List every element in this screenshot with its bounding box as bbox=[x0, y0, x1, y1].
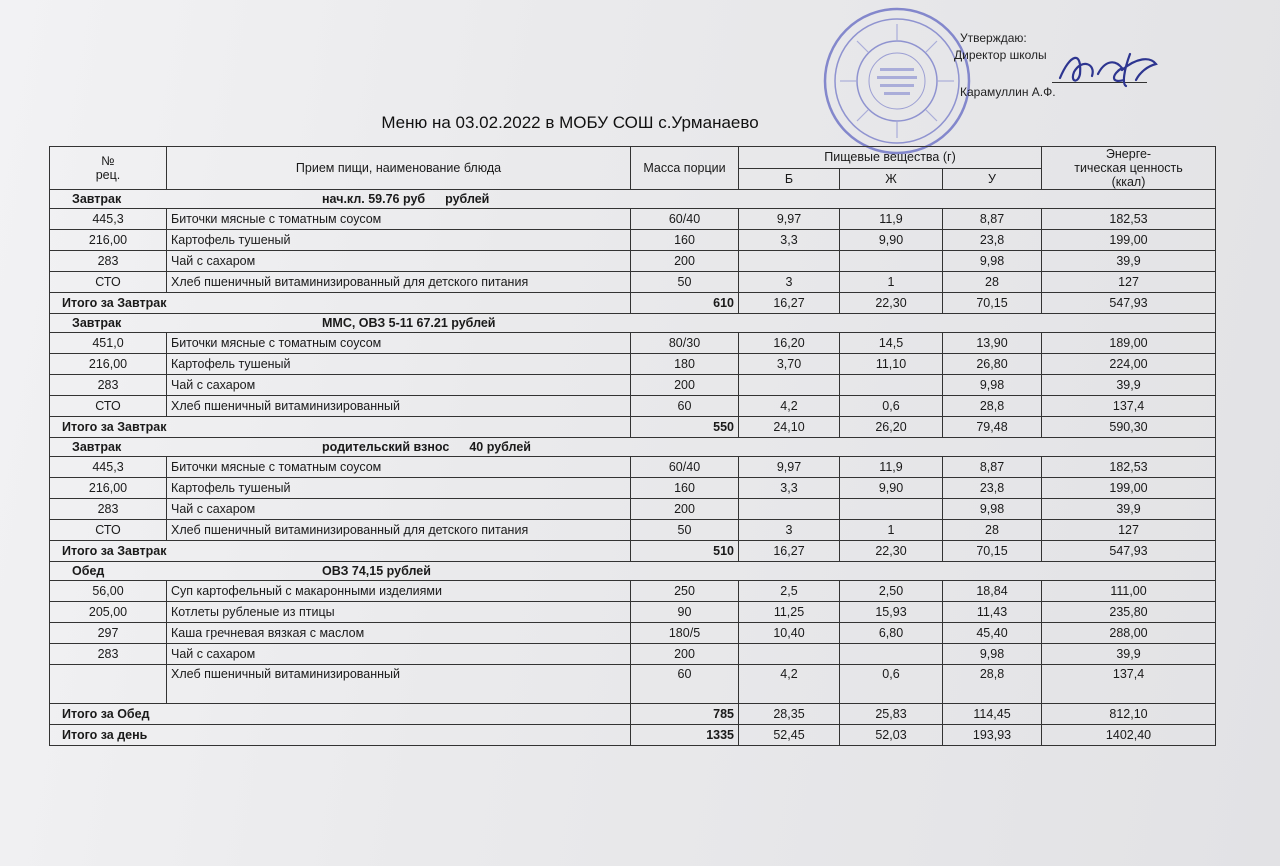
carbs-value: 9,98 bbox=[943, 499, 1042, 520]
director-signature bbox=[1052, 44, 1172, 94]
dish-name: Биточки мясные с томатным соусом bbox=[167, 209, 631, 230]
section-total-row bbox=[50, 293, 1216, 314]
carbs-value: 9,98 bbox=[943, 375, 1042, 396]
director-title: Директор школы bbox=[954, 48, 1047, 62]
fat-value: 11,10 bbox=[840, 354, 943, 375]
energy-value: 182,53 bbox=[1042, 457, 1216, 478]
total-protein: 16,27 bbox=[739, 293, 840, 314]
director-name: Карамуллин А.Ф. bbox=[960, 85, 1056, 99]
portion-mass: 250 bbox=[631, 581, 739, 602]
menu-item-row bbox=[50, 333, 1216, 354]
energy-value: 199,00 bbox=[1042, 230, 1216, 251]
energy-value: 199,00 bbox=[1042, 478, 1216, 499]
total-protein: 16,27 bbox=[739, 541, 840, 562]
protein-value: 9,97 bbox=[739, 457, 840, 478]
total-mass: 785 bbox=[631, 704, 739, 725]
total-mass: 510 bbox=[631, 541, 739, 562]
total-protein: 28,35 bbox=[739, 704, 840, 725]
recipe-number: СТО bbox=[50, 272, 167, 293]
protein-value: 16,20 bbox=[739, 333, 840, 354]
header-carbs: У bbox=[943, 168, 1042, 190]
dish-name: Хлеб пшеничный витаминизированный для детского питания bbox=[167, 272, 631, 293]
dish-name: Каша гречневая вязкая с маслом bbox=[167, 623, 631, 644]
total-label: Итого за день bbox=[50, 725, 631, 746]
header-energy: Энерге- тическая ценность (ккал) bbox=[1042, 147, 1216, 190]
section-price-info: родительский взнос bbox=[322, 440, 450, 454]
portion-mass: 160 bbox=[631, 230, 739, 251]
menu-item-row bbox=[50, 251, 1216, 272]
fat-value: 6,80 bbox=[840, 623, 943, 644]
recipe-number: 297 bbox=[50, 623, 167, 644]
menu-item-row bbox=[50, 478, 1216, 499]
portion-mass: 90 bbox=[631, 602, 739, 623]
carbs-value: 8,87 bbox=[943, 209, 1042, 230]
menu-item-row bbox=[50, 230, 1216, 251]
menu-item-row bbox=[50, 602, 1216, 623]
energy-value: 39,9 bbox=[1042, 499, 1216, 520]
dish-name: Суп картофельный с макаронными изделиями bbox=[167, 581, 631, 602]
portion-mass: 60 bbox=[631, 396, 739, 417]
dish-name: Картофель тушеный bbox=[167, 354, 631, 375]
dish-name: Хлеб пшеничный витаминизированный bbox=[167, 665, 631, 704]
menu-item-row bbox=[50, 644, 1216, 665]
carbs-value: 28 bbox=[943, 520, 1042, 541]
menu-table bbox=[49, 146, 1216, 746]
protein-value: 3 bbox=[739, 520, 840, 541]
dish-name: Чай с сахаром bbox=[167, 644, 631, 665]
recipe-number: СТО bbox=[50, 520, 167, 541]
total-carbs: 79,48 bbox=[943, 417, 1042, 438]
carbs-value: 9,98 bbox=[943, 644, 1042, 665]
section-header bbox=[50, 190, 1216, 209]
recipe-number: 445,3 bbox=[50, 209, 167, 230]
menu-item-row bbox=[50, 665, 1216, 704]
dish-name: Котлеты рубленые из птицы bbox=[167, 602, 631, 623]
energy-value: 39,9 bbox=[1042, 644, 1216, 665]
header-protein: Б bbox=[739, 168, 840, 190]
fat-value bbox=[840, 499, 943, 520]
recipe-number: 283 bbox=[50, 251, 167, 272]
header-nutrients: Пищевые вещества (г) bbox=[739, 147, 1042, 169]
fat-value: 9,90 bbox=[840, 478, 943, 499]
protein-value: 2,5 bbox=[739, 581, 840, 602]
total-carbs: 114,45 bbox=[943, 704, 1042, 725]
protein-value: 3,3 bbox=[739, 230, 840, 251]
protein-value bbox=[739, 251, 840, 272]
recipe-number: 216,00 bbox=[50, 230, 167, 251]
header-portion: Масса порции bbox=[631, 147, 739, 190]
portion-mass: 160 bbox=[631, 478, 739, 499]
dish-name: Биточки мясные с томатным соусом bbox=[167, 457, 631, 478]
section-price-info: нач.кл. 59.76 руб bbox=[322, 192, 426, 206]
fat-value: 2,50 bbox=[840, 581, 943, 602]
total-kcal: 812,10 bbox=[1042, 704, 1216, 725]
total-fat: 22,30 bbox=[840, 541, 943, 562]
protein-value: 4,2 bbox=[739, 396, 840, 417]
section-meal-name: Обед bbox=[72, 564, 105, 578]
recipe-number: 451,0 bbox=[50, 333, 167, 354]
recipe-number: 445,3 bbox=[50, 457, 167, 478]
total-fat: 52,03 bbox=[840, 725, 943, 746]
carbs-value: 28,8 bbox=[943, 396, 1042, 417]
dish-name: Биточки мясные с томатным соусом bbox=[167, 333, 631, 354]
portion-mass: 80/30 bbox=[631, 333, 739, 354]
protein-value: 3,70 bbox=[739, 354, 840, 375]
fat-value bbox=[840, 644, 943, 665]
protein-value: 10,40 bbox=[739, 623, 840, 644]
fat-value: 9,90 bbox=[840, 230, 943, 251]
school-stamp bbox=[822, 6, 972, 156]
dish-name: Хлеб пшеничный витаминизированный bbox=[167, 396, 631, 417]
recipe-number: 283 bbox=[50, 499, 167, 520]
total-fat: 25,83 bbox=[840, 704, 943, 725]
energy-value: 111,00 bbox=[1042, 581, 1216, 602]
menu-item-row bbox=[50, 209, 1216, 230]
carbs-value: 8,87 bbox=[943, 457, 1042, 478]
menu-item-row bbox=[50, 272, 1216, 293]
total-fat: 22,30 bbox=[840, 293, 943, 314]
carbs-value: 28 bbox=[943, 272, 1042, 293]
portion-mass: 60/40 bbox=[631, 457, 739, 478]
energy-value: 137,4 bbox=[1042, 396, 1216, 417]
portion-mass: 200 bbox=[631, 644, 739, 665]
protein-value: 3 bbox=[739, 272, 840, 293]
total-mass: 1335 bbox=[631, 725, 739, 746]
section-total-row bbox=[50, 417, 1216, 438]
fat-value: 11,9 bbox=[840, 209, 943, 230]
fat-value: 1 bbox=[840, 272, 943, 293]
menu-item-row bbox=[50, 623, 1216, 644]
header-dish: Прием пищи, наименование блюда bbox=[167, 147, 631, 190]
fat-value: 14,5 bbox=[840, 333, 943, 354]
menu-item-row bbox=[50, 375, 1216, 396]
approve-label: Утверждаю: bbox=[960, 31, 1027, 45]
recipe-number: 216,00 bbox=[50, 478, 167, 499]
energy-value: 235,80 bbox=[1042, 602, 1216, 623]
protein-value bbox=[739, 375, 840, 396]
page-title: Меню на 03.02.2022 в МОБУ СОШ с.Урманаево bbox=[381, 113, 759, 132]
menu-body bbox=[50, 190, 1216, 746]
total-kcal: 547,93 bbox=[1042, 293, 1216, 314]
dish-name: Чай с сахаром bbox=[167, 251, 631, 272]
section-header-row bbox=[50, 314, 1216, 333]
carbs-value: 28,8 bbox=[943, 665, 1042, 704]
portion-mass: 60 bbox=[631, 665, 739, 704]
carbs-value: 45,40 bbox=[943, 623, 1042, 644]
energy-value: 189,00 bbox=[1042, 333, 1216, 354]
fat-value: 1 bbox=[840, 520, 943, 541]
section-header bbox=[50, 562, 1216, 581]
dish-name: Чай с сахаром bbox=[167, 375, 631, 396]
carbs-value: 23,8 bbox=[943, 478, 1042, 499]
section-price-unit: 40 рублей bbox=[469, 440, 531, 454]
protein-value: 9,97 bbox=[739, 209, 840, 230]
protein-value: 11,25 bbox=[739, 602, 840, 623]
energy-value: 137,4 bbox=[1042, 665, 1216, 704]
carbs-value: 23,8 bbox=[943, 230, 1042, 251]
carbs-value: 11,43 bbox=[943, 602, 1042, 623]
protein-value bbox=[739, 644, 840, 665]
section-header bbox=[50, 438, 1216, 457]
portion-mass: 200 bbox=[631, 499, 739, 520]
header-fat: Ж bbox=[840, 168, 943, 190]
dish-name: Хлеб пшеничный витаминизированный для детского питания bbox=[167, 520, 631, 541]
approval-block bbox=[952, 30, 1056, 101]
dish-name: Картофель тушеный bbox=[167, 230, 631, 251]
fat-value: 11,9 bbox=[840, 457, 943, 478]
menu-item-row bbox=[50, 520, 1216, 541]
total-label: Итого за Завтрак bbox=[50, 417, 631, 438]
energy-value: 182,53 bbox=[1042, 209, 1216, 230]
energy-value: 127 bbox=[1042, 520, 1216, 541]
section-price-info: ОВЗ 74,15 рублей bbox=[322, 564, 431, 578]
total-mass: 550 bbox=[631, 417, 739, 438]
carbs-value: 18,84 bbox=[943, 581, 1042, 602]
section-total-row bbox=[50, 541, 1216, 562]
section-header bbox=[50, 314, 1216, 333]
total-carbs: 193,93 bbox=[943, 725, 1042, 746]
recipe-number: СТО bbox=[50, 396, 167, 417]
section-header-row bbox=[50, 190, 1216, 209]
recipe-number: 216,00 bbox=[50, 354, 167, 375]
total-label: Итого за Обед bbox=[50, 704, 631, 725]
protein-value bbox=[739, 499, 840, 520]
protein-value: 4,2 bbox=[739, 665, 840, 704]
recipe-number: 56,00 bbox=[50, 581, 167, 602]
total-carbs: 70,15 bbox=[943, 541, 1042, 562]
section-meal-name: Завтрак bbox=[72, 316, 122, 330]
fat-value bbox=[840, 251, 943, 272]
total-kcal: 1402,40 bbox=[1042, 725, 1216, 746]
total-kcal: 547,93 bbox=[1042, 541, 1216, 562]
energy-value: 224,00 bbox=[1042, 354, 1216, 375]
fat-value: 0,6 bbox=[840, 396, 943, 417]
section-header-row bbox=[50, 562, 1216, 581]
fat-value: 15,93 bbox=[840, 602, 943, 623]
portion-mass: 60/40 bbox=[631, 209, 739, 230]
total-label: Итого за Завтрак bbox=[50, 293, 631, 314]
section-price-unit: рублей bbox=[445, 192, 490, 206]
portion-mass: 200 bbox=[631, 375, 739, 396]
energy-value: 288,00 bbox=[1042, 623, 1216, 644]
day-total-row bbox=[50, 725, 1216, 746]
dish-name: Картофель тушеный bbox=[167, 478, 631, 499]
carbs-value: 26,80 bbox=[943, 354, 1042, 375]
section-price-info: ММС, ОВЗ 5-11 67.21 рублей bbox=[322, 316, 496, 330]
total-mass: 610 bbox=[631, 293, 739, 314]
dish-name: Чай с сахаром bbox=[167, 499, 631, 520]
portion-mass: 50 bbox=[631, 272, 739, 293]
recipe-number: 283 bbox=[50, 375, 167, 396]
menu-item-row bbox=[50, 396, 1216, 417]
menu-item-row bbox=[50, 581, 1216, 602]
carbs-value: 9,98 bbox=[943, 251, 1042, 272]
portion-mass: 50 bbox=[631, 520, 739, 541]
recipe-number: 283 bbox=[50, 644, 167, 665]
fat-value: 0,6 bbox=[840, 665, 943, 704]
carbs-value: 13,90 bbox=[943, 333, 1042, 354]
energy-value: 39,9 bbox=[1042, 251, 1216, 272]
menu-item-row bbox=[50, 354, 1216, 375]
menu-item-row bbox=[50, 499, 1216, 520]
energy-value: 127 bbox=[1042, 272, 1216, 293]
energy-value: 39,9 bbox=[1042, 375, 1216, 396]
section-header-row bbox=[50, 438, 1216, 457]
total-carbs: 70,15 bbox=[943, 293, 1042, 314]
portion-mass: 180 bbox=[631, 354, 739, 375]
recipe-number: 205,00 bbox=[50, 602, 167, 623]
total-label: Итого за Завтрак bbox=[50, 541, 631, 562]
fat-value bbox=[840, 375, 943, 396]
menu-item-row bbox=[50, 457, 1216, 478]
section-meal-name: Завтрак bbox=[72, 192, 122, 206]
recipe-number bbox=[50, 665, 167, 704]
portion-mass: 200 bbox=[631, 251, 739, 272]
total-protein: 24,10 bbox=[739, 417, 840, 438]
portion-mass: 180/5 bbox=[631, 623, 739, 644]
section-meal-name: Завтрак bbox=[72, 440, 122, 454]
header-rec-number: № рец. bbox=[50, 147, 167, 190]
total-fat: 26,20 bbox=[840, 417, 943, 438]
protein-value: 3,3 bbox=[739, 478, 840, 499]
total-kcal: 590,30 bbox=[1042, 417, 1216, 438]
total-protein: 52,45 bbox=[739, 725, 840, 746]
section-total-row bbox=[50, 704, 1216, 725]
